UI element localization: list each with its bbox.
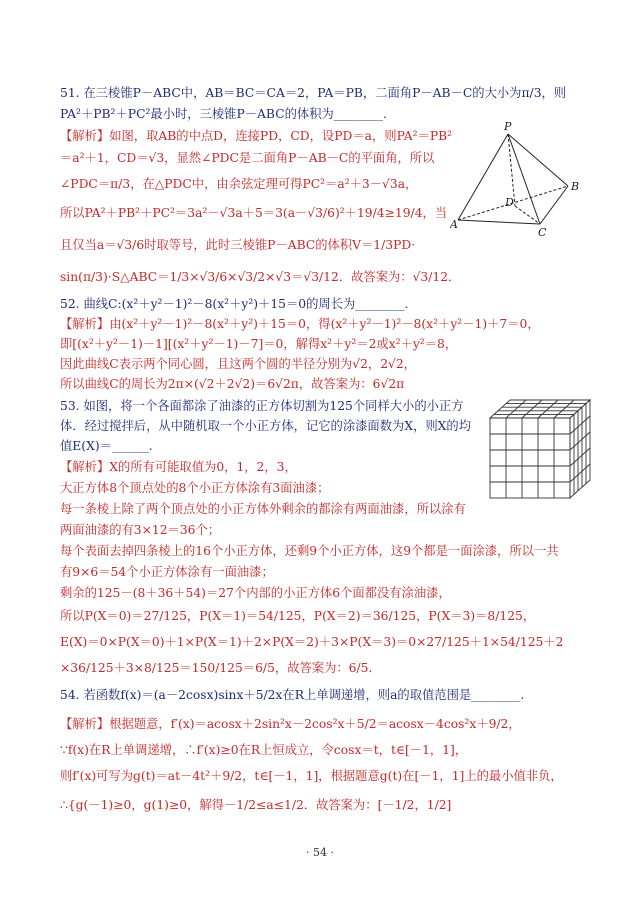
label-p: P: [504, 120, 512, 133]
problem-52-solution-line-1: 【解析】由(x²＋y²－1)²－8(x²＋y²)＋15＝0，得(x²＋y²－1)²－8(x²＋y²－1)＋7＝0，: [60, 317, 540, 331]
problem-52-solution-line-3: 因此曲线C表示两个同心圆，且这两个圆的半径分别为√2，2√2，: [60, 357, 416, 371]
problem-52-question-line-1: 52. 曲线C:(x²＋y²－1)²－8(x²＋y²)＋15＝0的周长为________.: [60, 297, 409, 311]
label-b: B: [571, 180, 580, 193]
cube-figure: [486, 398, 596, 502]
problem-52-solution-line-4: 所以曲线C的周长为2π×(√2＋2√2)＝6√2π，故答案为：6√2π: [60, 377, 405, 391]
problem-53-solution-line-2: 大正方体8个顶点处的8个小正方体涂有3面油漆；: [60, 481, 330, 495]
problem-53-solution-line-6: 有9×6＝54个小正方体涂有一面油漆；: [60, 565, 274, 579]
problem-53-solution-line-3: 每一条棱上除了两个顶点处的小正方体外剩余的都涂有两面油漆，所以涂有: [60, 502, 466, 516]
problem-54-solution-line-4: ∴{g(－1)≥0，g(1)≥0，解得－1/2≤a≤1/2．故答案为：[－1/2，1/2]: [60, 798, 452, 812]
problem-53-solution-line-9: E(X)＝0×P(X＝0)＋1×P(X＝1)＋2×P(X＝2)＋3×P(X＝3)＝0×27/125＋1×54/125＋2: [60, 635, 564, 649]
problem-51-solution-line-2: ＝a²＋1，CD＝√3，显然∠PDC是二面角P－AB－C的平面角，所以: [60, 151, 435, 165]
problem-52-solution-line-2: 即[(x²＋y²－1)－1][(x²＋y²－1)－7]＝0，解得x²＋y²＝2或x²＋y²＝8，: [60, 337, 458, 351]
problem-51-solution-line-4: 所以PA²＋PB²＋PC²＝3a²－√3a＋5＝3(a－√3/6)²＋19/4≥19/4，当: [60, 206, 448, 220]
problem-53-solution-line-5: 每个表面去掉四条棱上的16个小正方体，还剩9个小正方体，这9个都是一面涂漆，所以一共: [60, 544, 559, 558]
problem-51-question-line-2: PA²＋PB²＋PC²最小时，三棱锥P－ABC的体积为________.: [60, 107, 387, 121]
problem-51-question-line-1: 51. 在三棱锥P－ABC中，AB＝BC＝CA＝2，PA＝PB，二面角P－AB－C的大小为π/3，则: [60, 86, 567, 100]
label-a: A: [450, 218, 458, 231]
problem-53-question-line-1: 53. 如图，将一个各面都涂了油漆的正方体切割为125个同样大小的小正方: [60, 399, 464, 413]
label-d: D: [505, 196, 514, 209]
problem-54-solution-line-1: 【解析】根据题意，f′(x)＝acosx＋2sin²x－2cos²x＋5/2＝acosx－4cos²x＋9/2，: [60, 717, 521, 731]
pyramid-figure: [450, 120, 590, 238]
problem-53-question-line-2: 体．经过搅拌后，从中随机取一个小正方体，记它的涂漆面数为X，则X的均: [60, 419, 472, 433]
page-number: · 54 ·: [306, 846, 334, 859]
problem-53-solution-line-10: ×36/125＋3×8/125＝150/125＝6/5，故答案为：6/5．: [60, 661, 381, 675]
problem-51-solution-line-3: ∠PDC＝π/3，在△PDC中，由余弦定理可得PC²＝a²＋3－√3a，: [60, 177, 418, 191]
problem-53-solution-line-7: 剩余的125－(8＋36＋54)＝27个内部的小正方体6个面都没有涂油漆，: [60, 586, 451, 600]
label-c: C: [538, 226, 547, 238]
problem-51-solution-line-1: 【解析】如图，取AB的中点D，连接PD，CD，设PD＝a，则PA²＝PB²: [60, 129, 453, 143]
problem-53-question-line-3: 值E(X)＝______.: [60, 439, 153, 453]
problem-54-solution-line-2: ∵f(x)在R上单调递增，∴f′(x)≥0在R上恒成立，令cosx＝t，t∈[－1，1]，: [60, 743, 468, 757]
problem-54-solution-line-3: 则f′(x)可写为g(t)＝at－4t²＋9/2，t∈[－1，1]，根据题意g(t)在[－1，1]上的最小值非负，: [60, 769, 563, 783]
problem-51-solution-line-5: 且仅当a＝√3/6时取等号，此时三棱锥P－ABC的体积V＝1/3PD·: [60, 238, 416, 252]
problem-54-question-line-1: 54. 若函数f(x)＝(a－2cosx)sinx＋5/2x在R上单调递增，则a的取值范围是________.: [60, 688, 525, 702]
problem-53-solution-line-8: 所以P(X＝0)＝27/125，P(X＝1)＝54/125，P(X＝2)＝36/125，P(X＝3)＝8/125，: [60, 609, 536, 623]
problem-53-solution-line-4: 两面油漆的有3×12＝36个；: [60, 523, 221, 537]
problem-51-solution-line-6: sin(π/3)·S△ABC＝1/3×√3/6×√3/2×√3＝√3/12．故答案为：√3/12．: [60, 270, 461, 284]
problem-53-solution-line-1: 【解析】X的所有可能取值为0，1，2，3，: [60, 460, 297, 474]
